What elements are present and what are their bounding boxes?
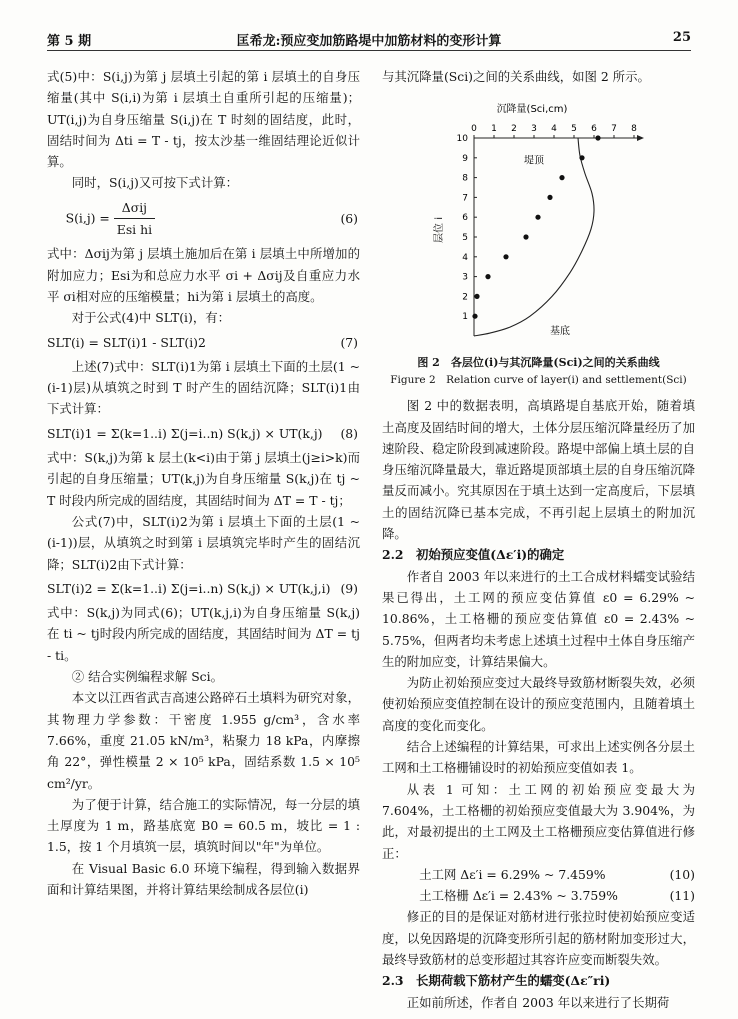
- paragraph: 图 2 中的数据表明，高填路堤自基底开始，随着填土高度及固结时间的增大，土体分层压缩沉降量经历了加速阶段、稳定阶段到减速阶段。路堤中部偏上填土层的自身压缩沉降量最大，靠近路堤顶部填土层的自身压缩沉降量反而减小。究其原因在于填土达到一定高度后，下层填土的固结沉降已基本完成，不再引起上层填土的附加沉降。: [382, 398, 695, 542]
- x-tick-label: 3: [531, 124, 537, 135]
- settlement-chart: [382, 90, 695, 352]
- paragraph: 结合上述编程的计算结果，可求出上述实例各分层土工网和土工格栅铺设时的初始预应变值如表 1。: [382, 739, 695, 776]
- equation-number: (9): [340, 580, 358, 596]
- figure-2: [382, 90, 695, 352]
- equation-number: (6): [340, 210, 358, 226]
- x-axis-arrow: [637, 135, 644, 141]
- y-tick-label: 2: [462, 292, 468, 303]
- paragraph: 作者自 2003 年以来进行的土工合成材料蠕变试验结果已得出，土工网的预应变估算值 ε0 = 6.29% ~ 10.86%，土工格栅的预应变估算值 ε0 = 2.43% ~ 5.75%，但两者均未考虑上述填土过程中土体自身压缩产生的附加应变，计算结果偏大。: [382, 568, 695, 669]
- data-point: [485, 274, 490, 279]
- section-heading: 2.3 长期荷载下筋材产生的蠕变(Δε″ri): [382, 973, 611, 989]
- data-point: [559, 175, 564, 180]
- paragraph: 公式(7)中，SLT(i)2为第 i 层填土下面的土层(1 ~ (i-1))层，从填筑之时到第 i 层填筑完毕时产生的固结沉降；SLT(i)2由下式计算：: [47, 513, 360, 572]
- paragraph: 为防止初始预应变过大最终导致筋材断裂失效，必须使初始预应变值控制在设计的预应变范围内，且随着填土高度的变化而变化。: [382, 675, 695, 733]
- x-tick-label: 0: [471, 124, 477, 135]
- page-header: [47, 26, 691, 51]
- figure-caption-en: Figure 2 Relation curve of layer(i) and settlement(Sci): [390, 374, 687, 387]
- data-point: [595, 136, 600, 141]
- equation-body: SLT(i)2 = Σ(k=1..i) Σ(j=i..n) S(k,j) × UT(k,j,i): [47, 580, 331, 596]
- y-tick-label: 9: [462, 154, 468, 165]
- equation-number: (7): [340, 334, 358, 350]
- paragraph: 在 Visual Basic 6.0 环境下编程，得到输入数据界面和计算结果图，并将计算结果绘制成各层位(i): [47, 860, 360, 897]
- x-tick-label: 2: [511, 124, 517, 135]
- y-tick-label: 1: [462, 312, 468, 323]
- paragraph: 式中：S(k,j)为第 k 层土(k<i)由于第 j 层填土(j≥i>k)而引起的自身压缩量；UT(k,j)为自身压缩量 S(k,j)在 tj ~ T 时段内所完成的固结度，其固结时间为 ΔT = T - tj；: [47, 450, 360, 508]
- equation-lhs: S(i,j) =: [65, 210, 110, 226]
- paragraph: 同时，S(i,j)又可按下式计算：: [71, 175, 238, 191]
- equation-body: SLT(i)1 = Σ(k=1..i) Σ(j=i..n) S(k,j) × UT(k,j): [47, 425, 323, 441]
- y-tick-label: 5: [462, 233, 468, 244]
- data-point: [547, 195, 552, 200]
- settlement-curve: [474, 138, 594, 336]
- equation-10: [382, 864, 695, 885]
- paragraph: 上述(7)式中：SLT(i)1为第 i 层填土下面的土层(1 ~ (i-1)层)从填筑之时到 T 时产生的固结沉降；SLT(i)1由下式计算：: [47, 358, 360, 417]
- paragraph: 为了便于计算，结合施工的实际情况，每一分层的填土厚度为 1 m，路基底宽 B0 = 60.5 m，坡比 = 1 : 1.5，按 1 个月填筑一层，填筑时间以"年"为单位。: [47, 796, 360, 855]
- paragraph: 式(5)中：S(i,j)为第 j 层填土引起的第 i 层填土的自身压缩量(其中 S(i,i)为第 i 层填土自重所引起的压缩量)；UT(i,j)为自身压缩量 S(i,j)在 T 时刻的固结度，此时，固结时间为 Δti = T - tj，按太沙基一维固结理论近似计算。: [47, 69, 360, 170]
- issue-number: 第 5 期: [47, 34, 92, 49]
- x-tick-label: 6: [591, 124, 597, 135]
- section-heading: 2.2 初始预应变值(Δε′i)的确定: [382, 547, 565, 563]
- equation-number: (11): [669, 888, 695, 904]
- equation-7: [47, 332, 360, 353]
- y-tick-label: 4: [462, 253, 468, 264]
- annotation-bottom: 基底: [550, 326, 570, 338]
- equation-6: [47, 197, 360, 241]
- data-point: [579, 155, 584, 160]
- equation-body: 土工格栅 Δε′i = 2.43% ~ 3.759%: [419, 888, 618, 904]
- denominator: Esi hi: [116, 222, 153, 238]
- y-tick-label: 8: [462, 173, 468, 184]
- left-column: [47, 66, 360, 900]
- equation-body: SLT(i) = SLT(i)1 - SLT(i)2: [47, 334, 206, 350]
- fraction: [114, 197, 155, 241]
- data-point: [535, 215, 540, 220]
- equation-9: [47, 578, 360, 599]
- paragraph: 对于公式(4)中 SLT(i)，有：: [71, 310, 231, 326]
- data-point: [472, 314, 477, 319]
- x-tick-label: 4: [551, 124, 557, 135]
- y-tick-label: 6: [462, 213, 468, 224]
- paragraph: 式中：Δσij为第 j 层填土施加后在第 i 层填土中所增加的附加应力；Esi为和总应力水平 σi + Δσij及自重应力水平 σi相对应的压缩模量；hi为第 i 层填土的高度。: [47, 246, 360, 304]
- x-tick-label: 8: [631, 124, 637, 135]
- equation-number: (8): [340, 425, 358, 441]
- running-title: 匡希龙:预应变加筋路堤中加筋材料的变形计算: [236, 34, 502, 49]
- paragraph: 式中：S(k,j)为同式(6)；UT(k,j,i)为自身压缩量 S(k,j)在 ti ~ tj时段内所完成的固结度，其固结时间为 ΔT = tj - ti。: [47, 605, 360, 663]
- y-tick-label: 3: [462, 272, 468, 283]
- y-axis-label: 层位 i: [434, 217, 445, 244]
- y-tick-label: 7: [462, 193, 468, 204]
- paragraph: 本文以江西省武吉高速公路碎石土填料为研究对象，其物理力学参数：干密度 1.955 g/cm³，含水率 7.66%，重度 21.05 kN/m³，粘聚力 18 kPa，内摩擦角 22°，弹性模量 2 × 10⁵ kPa，固结系数 1.5 × 10⁵ cm²/yr。: [47, 690, 360, 791]
- equation-body: 土工网 Δε′i = 6.29% ~ 7.459%: [419, 866, 606, 882]
- numerator: Δσij: [114, 197, 155, 219]
- equation-number: (10): [669, 866, 695, 882]
- x-tick-label: 1: [491, 124, 497, 135]
- right-column: [382, 66, 695, 1013]
- y-tick-label: 10: [456, 134, 468, 145]
- x-tick-label: 5: [571, 124, 577, 135]
- figure-caption-zh: 图 2 各层位(i)与其沉降量(Sci)之间的关系曲线: [417, 356, 660, 370]
- x-tick-label: 7: [611, 124, 617, 135]
- paragraph: ② 结合实例编程求解 Sci。: [71, 669, 223, 685]
- data-point: [503, 254, 508, 259]
- data-point: [523, 235, 528, 240]
- page-number: 25: [672, 30, 691, 45]
- annotation-top: 堤顶: [524, 156, 544, 168]
- paragraph: 与其沉降量(Sci)之间的关系曲线，如图 2 所示。: [382, 69, 650, 84]
- paragraph: 从表 1 可知：土工网的初始预应变最大为 7.604%，土工格栅的初始预应变值最大为 3.904%，为此，对最初提出的土工网及土工格栅预应变估算值进行修正：: [382, 781, 695, 861]
- paragraph: 正如前所述，作者自 2003 年以来进行了长期荷: [406, 994, 670, 1010]
- equation-11: [382, 885, 695, 906]
- data-point: [474, 294, 479, 299]
- x-axis-label: 沉降量(Sci,cm): [496, 104, 568, 116]
- paragraph: 修正的目的是保证对筋材进行张拉时使初始预应变适度，以免因路堤的沉降变形所引起的筋材附加变形过大，最终导致筋材的总变形超过其容许应变而断裂失效。: [382, 909, 695, 968]
- equation-8: [47, 423, 360, 444]
